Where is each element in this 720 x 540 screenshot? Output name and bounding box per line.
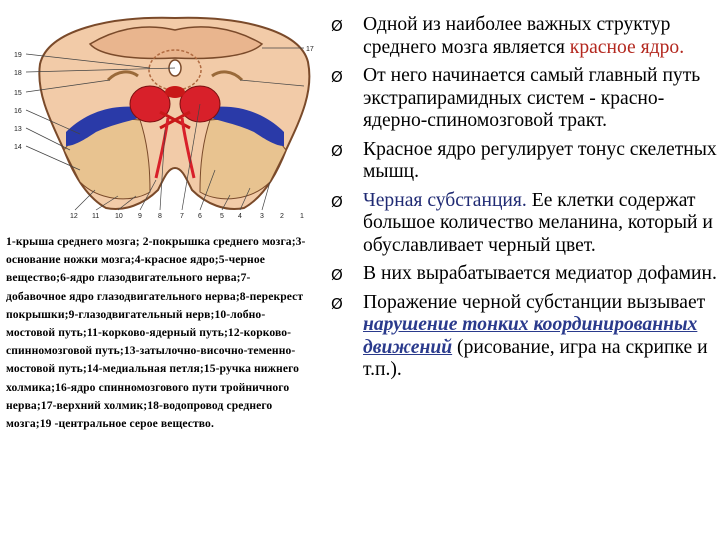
figure-number: 8 xyxy=(158,213,162,220)
figure-number: 11 xyxy=(92,213,100,220)
figure-number: 3 xyxy=(260,213,264,220)
figure-number: 4 xyxy=(238,213,242,220)
arrow-bullet-icon: Ø xyxy=(331,192,343,211)
bullet-item xyxy=(331,65,720,133)
bullet-text: (рисование, игра на скрипке и т.п.). xyxy=(363,336,708,380)
bullet-item xyxy=(331,263,720,286)
bullet-item xyxy=(331,139,720,184)
figure-number: 19 xyxy=(14,52,22,59)
highlight-substantia-nigra: Черная субстанция. xyxy=(363,189,527,211)
figure-caption: 1-крыша среднего мозга; 2-покрышка среднего мозга;3-основание ножки мозга;4-красное ядро;5-черное вещество;6-ядро глазодвигательного нерва;7-добавочное ядро глазодвигательного нерва;8-перекрест покрышки;9-глазодвигательный нерв;10-лобно-мостовой путь;11-корково-ядерный путь;12-корково-спинномозговой путь;13-затылочно-височно-теменно-мостовой путь;14-медиальная петля;15-ручка нижнего холмика;16-ядро спинномозгового пути тройничного нерва;17-верхний холмик;18-водопровод среднего мозга;19 -центральное серое вещество. xyxy=(6,235,306,431)
bullet-text: . xyxy=(679,36,685,58)
bullet-text: В них вырабатывается медиатор дофамин. xyxy=(363,263,717,284)
bullet-item xyxy=(331,190,720,258)
bullet-text: Поражение черной субстанции вызывает xyxy=(363,291,706,313)
arrow-bullet-icon: Ø xyxy=(331,266,343,284)
figure-number: 10 xyxy=(115,213,123,220)
figure-number: 12 xyxy=(70,213,78,220)
red-nucleus-left xyxy=(130,86,170,122)
arrow-bullet-icon: Ø xyxy=(331,294,343,313)
bullet-text: Одной из наиболее важных структур среднего мозга является xyxy=(363,14,671,58)
tectum xyxy=(90,27,262,59)
oculomotor-nucleus xyxy=(165,86,185,98)
arrow-bullet-icon: Ø xyxy=(331,141,343,160)
figure-number: 17 xyxy=(306,46,314,53)
bullet-list xyxy=(331,14,720,388)
figure-number: 18 xyxy=(14,70,22,77)
arrow-bullet-icon: Ø xyxy=(331,68,343,86)
figure-number: 15 xyxy=(14,90,22,97)
figure-number: 9 xyxy=(138,213,142,220)
bullet-text: От него начинается самый главный путь экстрапирамидных систем - красно-ядерно-спиномозговой тракт. xyxy=(363,65,701,131)
figure-number: 16 xyxy=(14,108,22,115)
highlight-movement-disorder: нарушение тонких координированных движений xyxy=(363,314,698,358)
highlight-red-nucleus: красное ядро xyxy=(569,36,680,58)
bullet-item xyxy=(331,14,720,59)
figure-number: 1 xyxy=(300,213,304,220)
arrow-bullet-icon: Ø xyxy=(331,17,343,35)
figure-number: 14 xyxy=(14,144,22,151)
bullet-text: Ее клетки содержат большое количество меланина, который и обуславливает черный цвет. xyxy=(363,189,713,256)
figure-number: 13 xyxy=(14,126,22,133)
bullet-item xyxy=(331,292,720,382)
figure-number: 2 xyxy=(280,213,284,220)
figure-number: 7 xyxy=(180,213,184,220)
bullet-text: Красное ядро регулирует тонус скелетных мышц. xyxy=(363,138,717,182)
figure-number: 6 xyxy=(198,213,202,220)
midbrain-cross-section-diagram xyxy=(0,0,330,230)
figure-number: 5 xyxy=(220,213,224,220)
